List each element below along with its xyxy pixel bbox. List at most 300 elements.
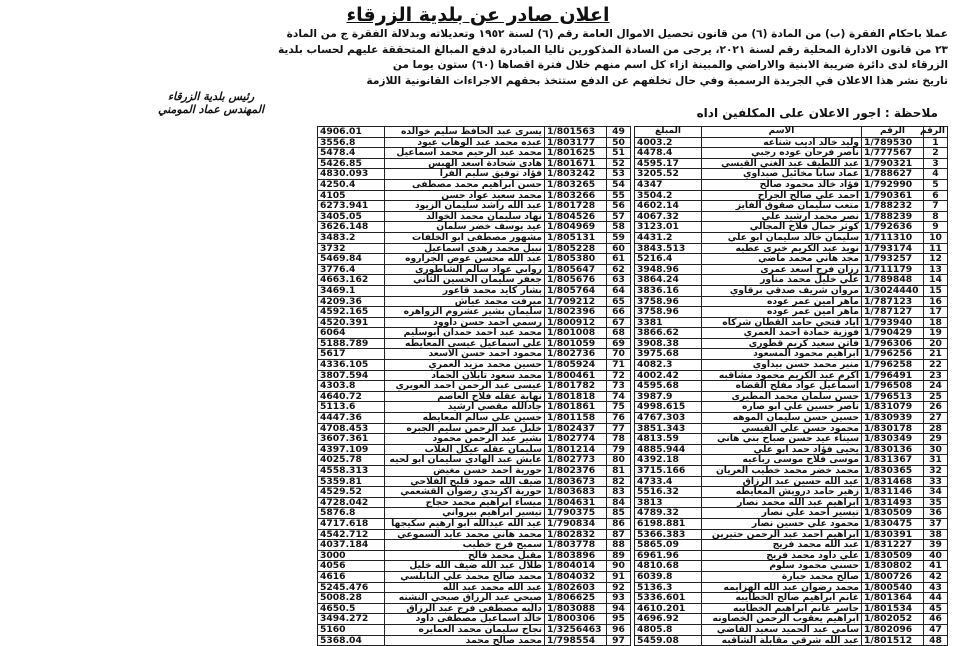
taxpayer-id: 1/790429 xyxy=(862,328,924,339)
taxpayer-name: محمد سعود تايلان الحماد xyxy=(385,370,545,381)
taxpayer-name: محمود احمد حسن الاسعد xyxy=(385,349,545,360)
amount-due: 3843.513 xyxy=(635,243,702,254)
taxpayer-name: رسمي احمد حسن داوود xyxy=(385,317,545,328)
taxpayer-name: فاتن سعيد كريم قطوري xyxy=(702,338,862,349)
row-number: 2 xyxy=(924,148,948,159)
amount-due: 5617 xyxy=(318,349,385,360)
amount-due: 4397.109 xyxy=(318,444,385,455)
taxpayer-name: نهاية عقله فلاح العاصم xyxy=(385,391,545,402)
taxpayer-name: علي خليل محمد مناور xyxy=(702,275,862,286)
taxpayer-name: اياد فتحي حامد القطان شركاه xyxy=(702,317,862,328)
row-number: 12 xyxy=(924,254,948,265)
row-number: 13 xyxy=(924,264,948,275)
row-number: 24 xyxy=(924,381,948,392)
taxpayer-name: رزان فرح اسعد عمري xyxy=(702,264,862,275)
table-row xyxy=(318,285,631,296)
body-line: ٢٣ من قانون الادارة المحلية رقم لسنة ٢٠٢١، يرجى من السادة المذكورين تاليا المبادرة لدفع المبالغ المتحققة عليهم لحساب بلدية xyxy=(277,43,948,56)
taxpayer-name: بشير عبد الرحمن محمود xyxy=(385,434,545,445)
table-row xyxy=(635,381,948,392)
taxpayer-name: هادي شحادة اسعد الهبس xyxy=(385,158,545,169)
amount-due: 4885.944 xyxy=(635,444,702,455)
taxpayer-name: جاسر غانم ابراهيم الخطايبه xyxy=(702,603,862,614)
taxpayer-id: 1/830939 xyxy=(862,413,924,424)
taxpayer-name: نهاد سليمان محمد الخوالد xyxy=(385,211,545,222)
amount-due: 5008.28 xyxy=(318,593,385,604)
taxpayer-name: فؤاد توفيق سليم الفرا xyxy=(385,169,545,180)
mayor-name: المهندس عماد المومني xyxy=(158,103,265,116)
taxpayer-id: 1/787123 xyxy=(862,296,924,307)
table-row xyxy=(318,624,631,635)
taxpayer-name: فؤاد خالد محمود صالح xyxy=(702,179,862,190)
mayor-title: رئيس بلدية الزرقاء xyxy=(167,90,255,103)
taxpayer-name: مروان شريف صدقي برقاوي xyxy=(702,285,862,296)
row-number: 8 xyxy=(924,211,948,222)
taxpayer-id: 1/801861 xyxy=(545,402,607,413)
row-number: 73 xyxy=(607,381,631,392)
amount-due: 3607.361 xyxy=(318,434,385,445)
taxpayer-id: 1/803778 xyxy=(545,540,607,551)
row-number: 19 xyxy=(924,328,948,339)
table-row xyxy=(635,158,948,169)
amount-due: 3851.343 xyxy=(635,423,702,434)
table-row xyxy=(635,370,948,381)
taxpayer-id: 1/805764 xyxy=(545,285,607,296)
row-number: 60 xyxy=(607,243,631,254)
taxpayer-name: عماد سابا مخائيل صيداوي xyxy=(702,169,862,180)
table-row xyxy=(318,307,631,318)
amount-due: 3908.38 xyxy=(635,338,702,349)
taxpayer-name: محمود حسن علي القيسي xyxy=(702,423,862,434)
taxpayer-name: فوزية حمادة احمد العمري xyxy=(702,328,862,339)
table-row xyxy=(318,254,631,265)
table-row xyxy=(635,497,948,508)
taxpayer-name: يسرى عبد الحافظ سليم خوالده xyxy=(385,127,545,138)
table-row xyxy=(318,127,631,138)
row-number: 44 xyxy=(924,593,948,604)
amount-due: 5865.09 xyxy=(635,540,702,551)
taxpayer-id: 1/800540 xyxy=(862,582,924,593)
taxpayer-name: ميساء ابراهيم محمد حجاج xyxy=(385,497,545,508)
taxpayer-id: 1/830802 xyxy=(862,561,924,572)
table-row xyxy=(318,179,631,190)
row-number: 58 xyxy=(607,222,631,233)
row-number: 48 xyxy=(924,635,948,646)
table-row xyxy=(635,635,948,646)
amount-due: 4663.162 xyxy=(318,275,385,286)
row-number: 47 xyxy=(924,624,948,635)
amount-due: 5366.383 xyxy=(635,529,702,540)
amount-due: 5188.789 xyxy=(318,338,385,349)
row-number: 88 xyxy=(607,540,631,551)
taxpayer-id: 1/830509 xyxy=(862,550,924,561)
taxpayer-name: عايش عبد الهادي سليمان ابو لحيه xyxy=(385,455,545,466)
taxpayer-name: سيناء عيد حسن صباح بني هاني xyxy=(702,434,862,445)
amount-due: 4717.618 xyxy=(318,518,385,529)
tables-container xyxy=(8,126,948,646)
table-row xyxy=(318,561,631,572)
amount-due: 4602.14 xyxy=(635,201,702,212)
taxpayer-id: 1/804969 xyxy=(545,222,607,233)
taxpayer-name: عبد الله راشد سليمان الزيود xyxy=(385,201,545,212)
amount-due: 3987.9 xyxy=(635,391,702,402)
amount-due: 5160 xyxy=(318,624,385,635)
taxpayer-id: 1/800912 xyxy=(545,317,607,328)
taxpayer-name: جعفر سليمان الحسين الثاني xyxy=(385,275,545,286)
table-row xyxy=(635,561,948,572)
taxpayer-name: محمد صالح محمد xyxy=(385,635,545,646)
table-row xyxy=(635,254,948,265)
table-row xyxy=(635,179,948,190)
taxpayer-name: محمد خضر محمد خطيب العريان xyxy=(702,466,862,477)
row-number: 18 xyxy=(924,317,948,328)
row-number: 70 xyxy=(607,349,631,360)
amount-due: 4056 xyxy=(318,561,385,572)
row-number: 63 xyxy=(607,275,631,286)
table-row xyxy=(318,317,631,328)
taxpayer-id: 1/789848 xyxy=(862,275,924,286)
taxpayer-id: 1/805131 xyxy=(545,232,607,243)
amount-due: 4728.042 xyxy=(318,497,385,508)
row-number: 35 xyxy=(924,497,948,508)
amount-due: 4998.615 xyxy=(635,402,702,413)
amount-due: 5359.81 xyxy=(318,476,385,487)
amount-due: 4003.2 xyxy=(635,137,702,148)
row-number: 85 xyxy=(607,508,631,519)
taxpayer-name: عبده محمد عبد الوهاب عيود xyxy=(385,137,545,148)
row-number: 52 xyxy=(607,158,631,169)
table-row xyxy=(635,603,948,614)
taxpayer-name: ناصر حسين علي ابو صاره xyxy=(702,402,862,413)
table-row xyxy=(635,328,948,339)
amount-due: 4595.17 xyxy=(635,158,702,169)
row-number: 41 xyxy=(924,561,948,572)
taxpayer-name: سميح فرج خطيب xyxy=(385,540,545,551)
row-number: 31 xyxy=(924,455,948,466)
row-number: 43 xyxy=(924,582,948,593)
taxpayer-id: 1/3256463 xyxy=(545,624,607,635)
table-row xyxy=(318,338,631,349)
table-row xyxy=(635,360,948,371)
table-row xyxy=(318,423,631,434)
taxpayer-name: محمود علي حسين نصار xyxy=(702,518,862,529)
table-row xyxy=(635,296,948,307)
amount-due: 5469.84 xyxy=(318,254,385,265)
table-row xyxy=(635,487,948,498)
row-number: 86 xyxy=(607,518,631,529)
table-row xyxy=(635,275,948,286)
amount-due: 4002.42 xyxy=(635,370,702,381)
row-number: 39 xyxy=(924,540,948,551)
taxpayer-name: علي داود محمد فريج xyxy=(702,550,862,561)
signature-block xyxy=(158,90,264,116)
table-row xyxy=(635,444,948,455)
amount-due: 4733.4 xyxy=(635,476,702,487)
table-row xyxy=(318,296,631,307)
amount-due: 3626.148 xyxy=(318,222,385,233)
taxpayer-id: 1/801728 xyxy=(545,201,607,212)
taxpayer-id: 1/801534 xyxy=(862,603,924,614)
amount-due: 3758.96 xyxy=(635,307,702,318)
taxpayer-name: حسن ابراهيم محمد مصطفى xyxy=(385,179,545,190)
row-number: 37 xyxy=(924,518,948,529)
amount-due: 5876.8 xyxy=(318,508,385,519)
taxpayer-name: ابراهيم عبد الله محمد نصار xyxy=(702,497,862,508)
taxpayer-id: 1/830475 xyxy=(862,518,924,529)
taxpayer-name: عيد يوسف خضر سلمان xyxy=(385,222,545,233)
amount-due: 3975.68 xyxy=(635,349,702,360)
taxpayer-id: 1/793174 xyxy=(862,243,924,254)
taxpayer-name: عيسى عبد الرحمن احمد العويري xyxy=(385,381,545,392)
row-number: 61 xyxy=(607,254,631,265)
table-row xyxy=(635,243,948,254)
taxpayer-name: محمد عبد الرحيم محمد اسماعيل xyxy=(385,148,545,159)
row-number: 66 xyxy=(607,307,631,318)
body-line: تاريخ نشر هذا الاعلان في الجريدة الرسمية وفي حال تخلفهم عن الدفع ستتخذ بحقهم الاجراءات القانونية اللازمة xyxy=(366,74,948,87)
table-row xyxy=(635,148,948,159)
taxpayer-id: 1/803896 xyxy=(545,550,607,561)
taxpayer-id: 1/801671 xyxy=(545,158,607,169)
table-row xyxy=(318,328,631,339)
row-number: 75 xyxy=(607,402,631,413)
taxpayer-id: 1/711179 xyxy=(862,264,924,275)
row-number: 38 xyxy=(924,529,948,540)
taxpayer-id: 1/796508 xyxy=(862,381,924,392)
amount-due: 4810.68 xyxy=(635,561,702,572)
row-number: 94 xyxy=(607,603,631,614)
amount-due: 5478.4 xyxy=(318,148,385,159)
taxpayer-name: محمد هاني محمد عايد السموعي xyxy=(385,529,545,540)
amount-due: 6064 xyxy=(318,328,385,339)
amount-due: 3758.96 xyxy=(635,296,702,307)
amount-due: 3864.24 xyxy=(635,275,702,286)
taxpayer-name: سامي عبد الحميد سعيد القاضي xyxy=(702,624,862,635)
taxpayer-name: حسين علي سالم المعايطه xyxy=(385,413,545,424)
taxpayer-name: نجاح سليمان محمد العمايره xyxy=(385,624,545,635)
row-number: 95 xyxy=(607,614,631,625)
row-number: 9 xyxy=(924,222,948,233)
table-row xyxy=(318,222,631,233)
taxpayer-name: محمد صالح محمد علي النابلسي xyxy=(385,571,545,582)
table-row xyxy=(318,603,631,614)
table-row xyxy=(318,476,631,487)
row-number: 32 xyxy=(924,466,948,477)
table-row xyxy=(318,211,631,222)
taxpayer-name: خليل عبد الرحمن سليم الجبره xyxy=(385,423,545,434)
table-row xyxy=(635,413,948,424)
col-header-name: الاسم xyxy=(702,127,862,138)
taxpayer-name: غانم ابراهيم صالح الخطايبه xyxy=(702,593,862,604)
announcement-body xyxy=(8,28,948,88)
taxpayer-id: 1/802736 xyxy=(545,349,607,360)
taxpayer-id: 1/802052 xyxy=(862,614,924,625)
taxpayer-id: 1/787127 xyxy=(862,307,924,318)
table-row xyxy=(635,232,948,243)
taxpayer-id: 1/709212 xyxy=(545,296,607,307)
taxpayer-name: يحيى فؤاد حمد ابو علي xyxy=(702,444,862,455)
taxpayer-id: 1/801782 xyxy=(545,381,607,392)
table-row xyxy=(318,529,631,540)
body-line: عملا باحكام الفقرة (ب) من المادة (٦) من قانون تحصيل الاموال العامة رقم (٦) لسنة ١٩٥٢ وتعديلاته وبدلالة الفقرة ج من المادة xyxy=(286,28,948,40)
table-row xyxy=(318,349,631,360)
table-row xyxy=(318,497,631,508)
table-row xyxy=(635,222,948,233)
taxpayer-id: 1/800306 xyxy=(545,614,607,625)
amount-due: 3483.2 xyxy=(318,232,385,243)
amount-due: 4529.52 xyxy=(318,487,385,498)
amount-due: 3807.594 xyxy=(318,370,385,381)
amount-due: 5113.6 xyxy=(318,402,385,413)
amount-due: 4542.712 xyxy=(318,529,385,540)
taxpayer-name: ماهر امين عمر عوده xyxy=(702,307,862,318)
taxpayer-id: 1/830391 xyxy=(862,529,924,540)
taxpayer-id: 1/788239 xyxy=(862,211,924,222)
table-row xyxy=(635,402,948,413)
taxpayer-id: 1/803683 xyxy=(545,487,607,498)
amount-due: 4082.3 xyxy=(635,360,702,371)
amount-due: 4478.4 xyxy=(635,148,702,159)
table-row xyxy=(318,487,631,498)
table-row xyxy=(318,550,631,561)
table-row xyxy=(635,307,948,318)
amount-due: 3813 xyxy=(635,497,702,508)
table-row xyxy=(318,360,631,371)
amount-due: 4595.68 xyxy=(635,381,702,392)
taxpayer-name: عيد الله عيدالله ابو ارهيم سكيجها xyxy=(385,518,545,529)
row-number: 67 xyxy=(607,317,631,328)
amount-due: 3732 xyxy=(318,243,385,254)
row-number: 21 xyxy=(924,349,948,360)
row-number: 68 xyxy=(607,328,631,339)
row-number: 89 xyxy=(607,550,631,561)
taxpayer-name: حسني محمود سلوم xyxy=(702,561,862,572)
row-number: 33 xyxy=(924,476,948,487)
taxpayer-id: 1/796306 xyxy=(862,338,924,349)
taxpayer-id: 1/793257 xyxy=(862,254,924,265)
row-number: 64 xyxy=(607,285,631,296)
taxpayer-id: 1/796258 xyxy=(862,360,924,371)
table-row xyxy=(318,466,631,477)
row-number: 87 xyxy=(607,529,631,540)
amount-due: 4592.165 xyxy=(318,307,385,318)
row-number: 46 xyxy=(924,614,948,625)
amount-due: 3205.52 xyxy=(635,169,702,180)
amount-due: 4708.453 xyxy=(318,423,385,434)
taxpayer-id: 1/796513 xyxy=(862,391,924,402)
amount-due: 6273.941 xyxy=(318,201,385,212)
table-row xyxy=(635,317,948,328)
taxpayer-id: 1/801625 xyxy=(545,148,607,159)
row-number: 15 xyxy=(924,285,948,296)
row-number: 23 xyxy=(924,370,948,381)
row-number: 55 xyxy=(607,190,631,201)
table-row xyxy=(318,148,631,159)
amount-due: 4392.18 xyxy=(635,455,702,466)
table-row xyxy=(635,540,948,551)
table-row xyxy=(318,635,631,646)
amount-due: 5336.601 xyxy=(635,593,702,604)
taxpayer-id: 1/790321 xyxy=(862,158,924,169)
row-number: 69 xyxy=(607,338,631,349)
taxpayer-name: خالد اسماعيل مصطفى داود xyxy=(385,614,545,625)
row-number: 22 xyxy=(924,360,948,371)
amount-due: 5136.3 xyxy=(635,582,702,593)
taxpayer-id: 1/831079 xyxy=(862,402,924,413)
amount-due: 6039.8 xyxy=(635,571,702,582)
row-number: 30 xyxy=(924,444,948,455)
taxpayer-id: 1/801059 xyxy=(545,338,607,349)
row-number: 77 xyxy=(607,423,631,434)
table-row xyxy=(318,232,631,243)
amount-due: 3123.01 xyxy=(635,222,702,233)
row-number: 7 xyxy=(924,201,948,212)
amount-due: 4640.72 xyxy=(318,391,385,402)
taxpayer-name: ابراهيم احمد عبد الرحمن حتيرين xyxy=(702,529,862,540)
amount-due: 4789.32 xyxy=(635,508,702,519)
row-number: 83 xyxy=(607,487,631,498)
row-number: 74 xyxy=(607,391,631,402)
row-number: 76 xyxy=(607,413,631,424)
amount-due: 4520.391 xyxy=(318,317,385,328)
taxpayer-id: 1/804014 xyxy=(545,561,607,572)
taxpayer-id: 1/792990 xyxy=(862,179,924,190)
taxpayer-id: 1/830178 xyxy=(862,423,924,434)
table-row xyxy=(635,466,948,477)
amount-due: 3556.8 xyxy=(318,137,385,148)
taxpayer-id: 1/804631 xyxy=(545,497,607,508)
taxpayer-id: 1/801008 xyxy=(545,328,607,339)
amount-due: 3504.2 xyxy=(635,190,702,201)
taxpayer-name: احمد علي صالح الجراح xyxy=(702,190,862,201)
table-row xyxy=(318,264,631,275)
table-row xyxy=(318,201,631,212)
table-row xyxy=(635,624,948,635)
page-title: اعلان صادر عن بلدية الزرقاء xyxy=(346,4,610,26)
row-number: 25 xyxy=(924,391,948,402)
table-row xyxy=(318,444,631,455)
taxpayer-id: 1/803088 xyxy=(545,603,607,614)
row-number: 42 xyxy=(924,571,948,582)
taxpayer-id: 1/788232 xyxy=(862,201,924,212)
taxpayer-table-right xyxy=(634,126,948,646)
amount-due: 3715.166 xyxy=(635,466,702,477)
amount-due: 4209.36 xyxy=(318,296,385,307)
table-row xyxy=(318,571,631,582)
taxpayer-id: 1/798554 xyxy=(545,635,607,646)
taxpayer-name: محمد سعيد عواد حسن xyxy=(385,190,545,201)
taxpayer-id: 1/796256 xyxy=(862,349,924,360)
taxpayer-name: اسماعيل عواد مفلح القضاه xyxy=(702,381,862,392)
taxpayer-name: علي اسماعيل عيسى المعايطه xyxy=(385,338,545,349)
taxpayer-name: حورية احمد حسن مغيض xyxy=(385,466,545,477)
amount-due: 5216.4 xyxy=(635,254,702,265)
taxpayer-id: 1/792636 xyxy=(862,222,924,233)
amount-due: 5459.08 xyxy=(635,635,702,646)
taxpayer-name: جادالله مقصي ارشيد xyxy=(385,402,545,413)
row-number: 20 xyxy=(924,338,948,349)
taxpayer-name: حورية اكريدي رضوان القشعمي xyxy=(385,487,545,498)
taxpayer-name: كوثر جمال فلاح المجالي xyxy=(702,222,862,233)
amount-due: 5426.85 xyxy=(318,158,385,169)
row-number: 1 xyxy=(924,137,948,148)
row-number: 27 xyxy=(924,413,948,424)
amount-due: 5245.476 xyxy=(318,582,385,593)
row-number: 11 xyxy=(924,243,948,254)
row-number: 79 xyxy=(607,444,631,455)
taxpayer-name: تيسير ابراهيم بيرواني xyxy=(385,508,545,519)
row-number: 65 xyxy=(607,296,631,307)
row-number: 49 xyxy=(607,127,631,138)
amount-due: 3494.272 xyxy=(318,614,385,625)
